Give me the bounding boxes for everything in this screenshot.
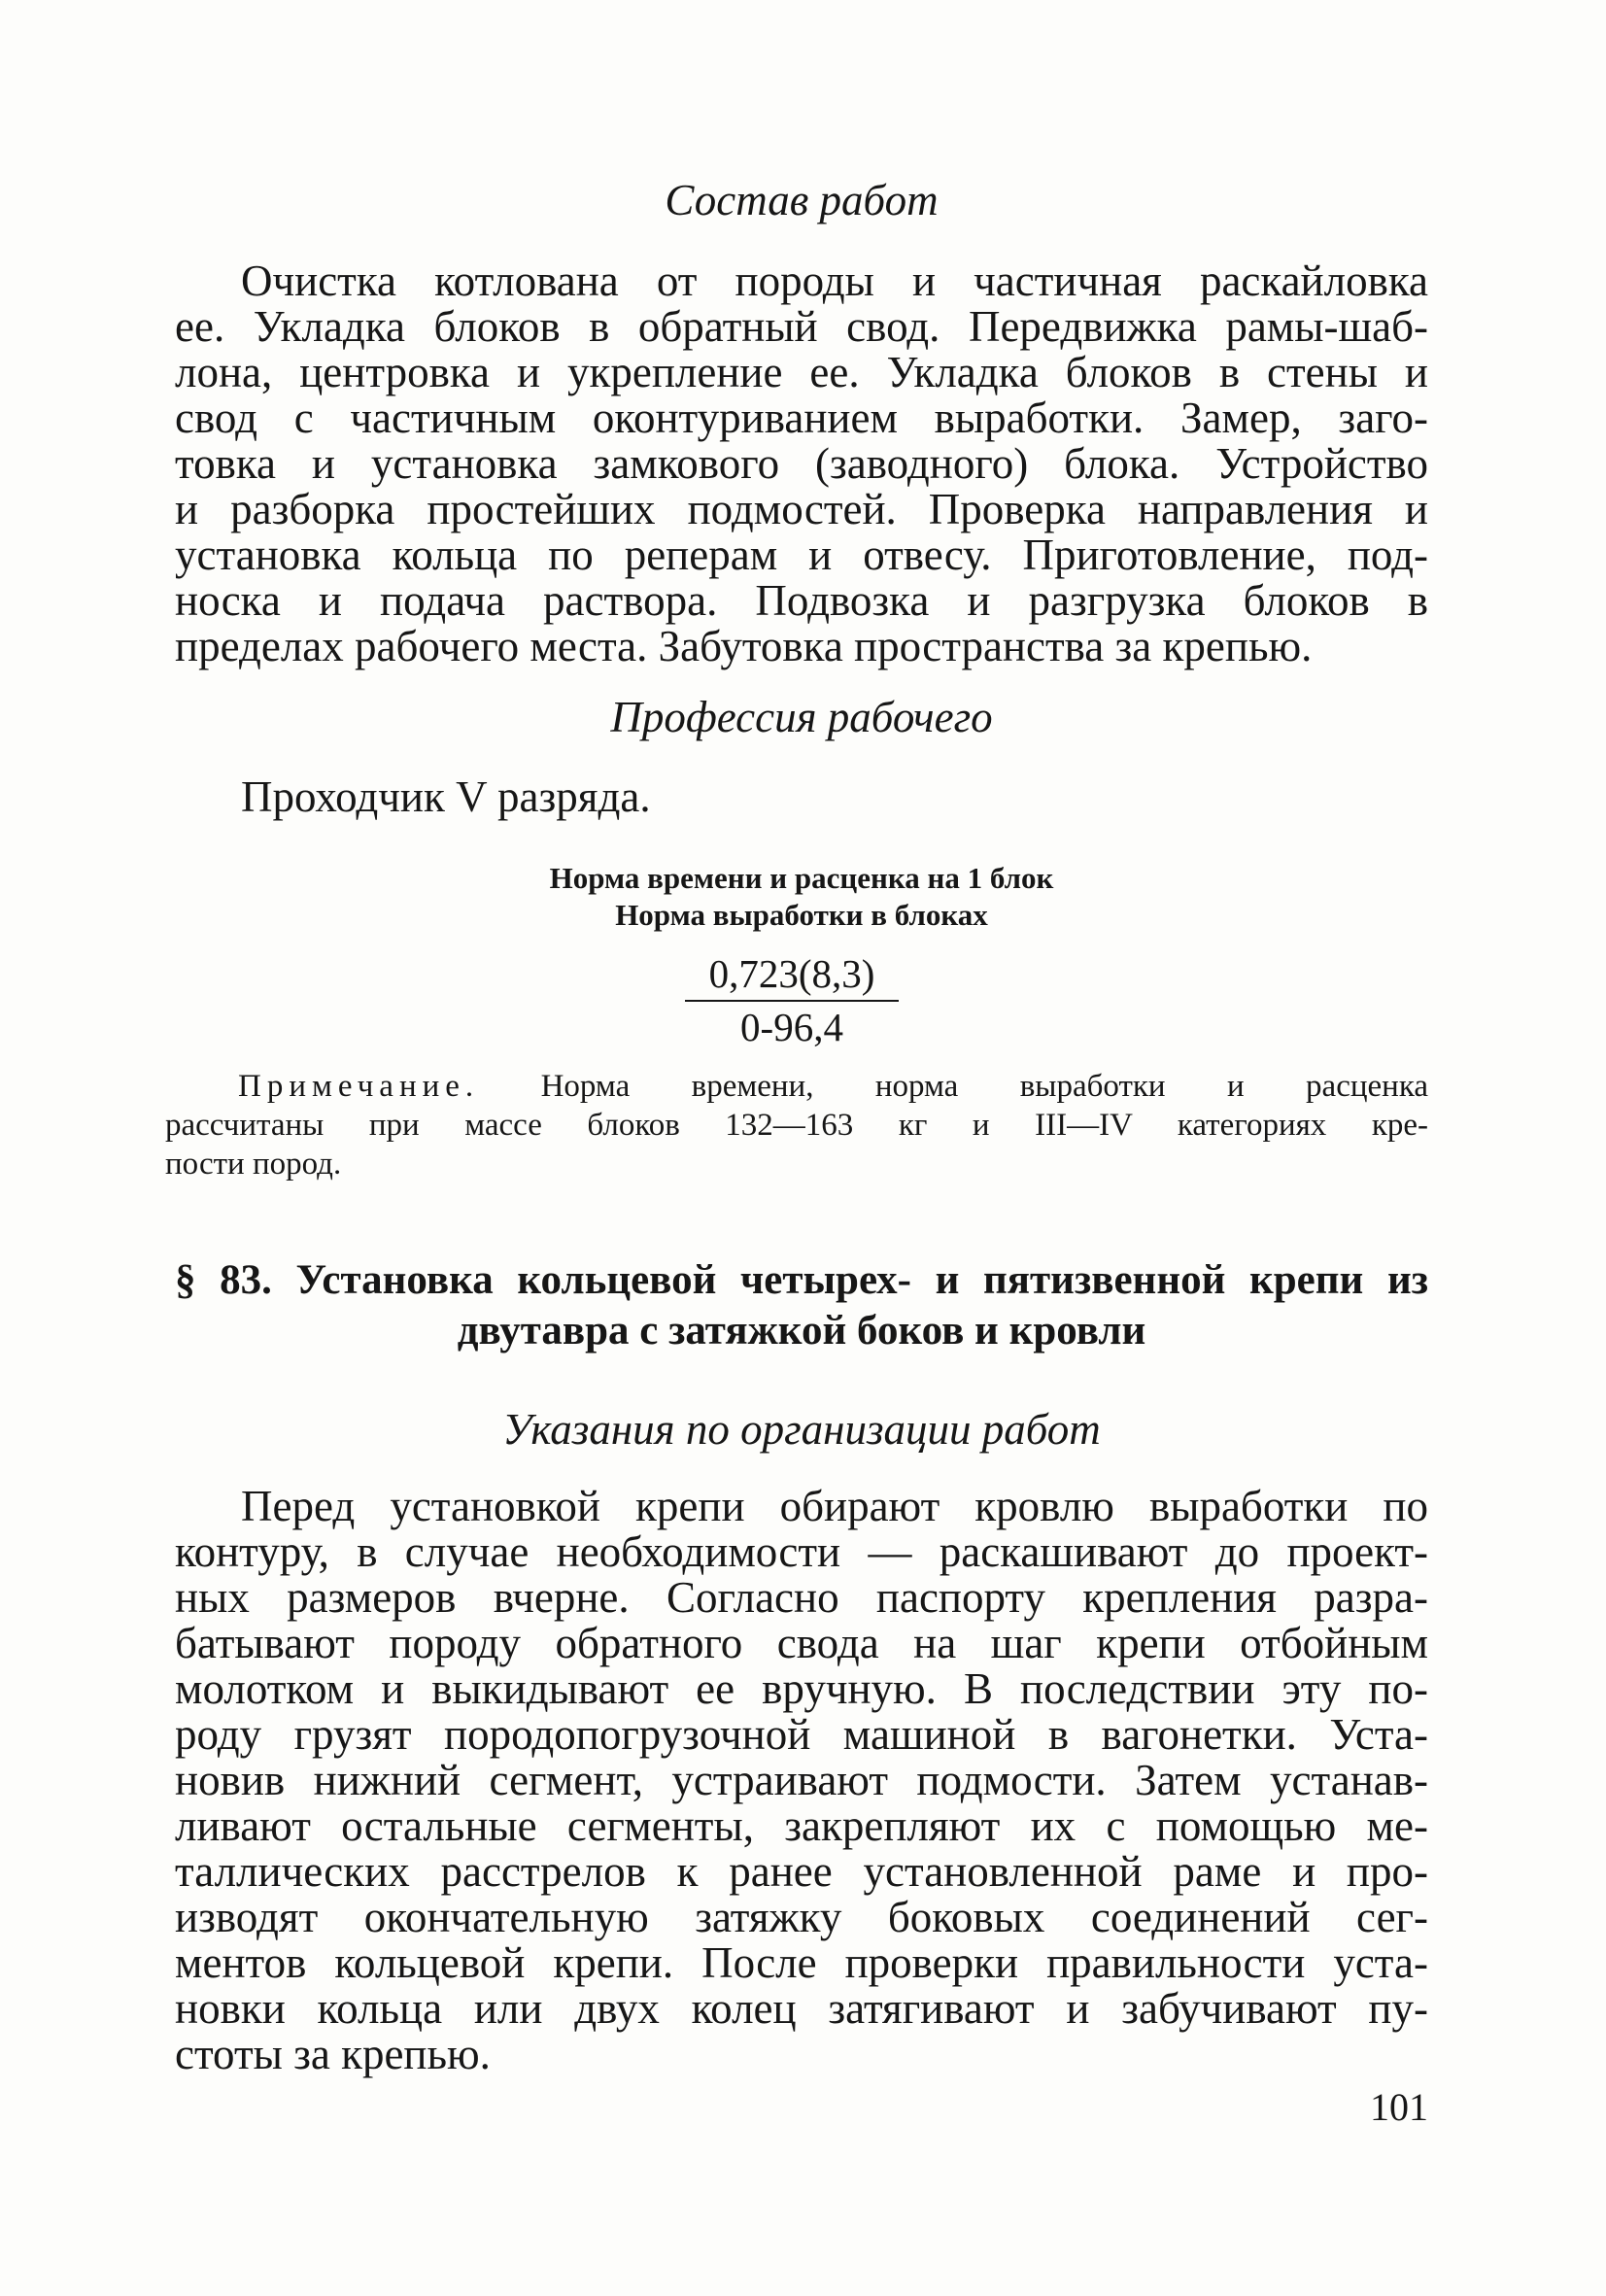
fraction-numerator: 0,723(8,3) — [708, 951, 875, 996]
paragraph-line: ливают остальные сегменты, закрепляют их с помощью ме- — [175, 1801, 1428, 1850]
section-title-line: двутавра с затяжкой боков и кровли — [457, 1308, 1146, 1354]
section-title-line: § 83. Установка кольцевой четырех- и пятизвенной крепи из — [175, 1257, 1428, 1303]
note-text: Норма времени, норма выработки и расценка — [540, 1069, 1428, 1104]
paragraph-line: лона, центровка и укрепление ее. Укладка блоков в стены и — [175, 348, 1428, 396]
paragraph-line: контуру, в случае необходимости — раскашивают до проект- — [175, 1527, 1428, 1576]
paragraph-line: установка кольца по реперам и отвесу. Приготовление, под- — [175, 531, 1428, 579]
paragraph-line: Перед установкой крепи обирают кровлю выработки по — [241, 1482, 1428, 1530]
paragraph-line: и разборка простейших подмостей. Проверка направления и — [175, 485, 1428, 533]
paragraph-line: носка и подача раствора. Подвозка и разгрузка блоков в — [175, 576, 1428, 625]
composition-paragraph — [175, 258, 1428, 669]
paragraph-line: изводят окончательную затяжку боковых соединений сег- — [175, 1893, 1428, 1941]
norm-caption-line: Норма времени и расценка на 1 блок — [549, 861, 1054, 895]
note-line: пости пород. — [165, 1147, 342, 1182]
paragraph-line: товка и установка замкового (заводного) блока. Устройство — [175, 439, 1428, 488]
note-label: Примечание. — [238, 1069, 480, 1104]
paragraph-line: стоты за крепью. — [175, 2030, 491, 2078]
note-line: рассчитаны при массе блоков 132—163 кг и III—IV категориях кре- — [165, 1108, 1428, 1143]
paragraph-line: Очистка котлована от породы и частичная раскайловка — [241, 257, 1428, 305]
composition-heading: Состав работ — [665, 176, 939, 224]
profession-heading: Профессия рабочего — [610, 693, 993, 741]
paragraph-line: пределах рабочего места. Забутовка пространства за крепью. — [175, 622, 1313, 670]
norm-caption — [175, 860, 1428, 934]
paragraph-line: ментов кольцевой крепи. После проверки правильности уста- — [175, 1938, 1428, 1987]
paragraph-line: ее. Укладка блоков в обратный свод. Передвижка рамы-шаб- — [175, 302, 1428, 351]
norm-fraction — [685, 950, 899, 1050]
paragraph-line: новив нижний сегмент, устраивают подмости. Затем устанав- — [175, 1756, 1428, 1804]
paragraph-line: ных размеров вчерне. Согласно паспорту крепления разра- — [175, 1573, 1428, 1622]
fraction-denominator: 0-96,4 — [740, 1005, 843, 1049]
paragraph-line: свод с частичным оконтуриванием выработки. Замер, заго- — [175, 394, 1428, 442]
fraction-bar — [685, 1000, 899, 1002]
paragraph-line: батывают породу обратного свода на шаг крепи отбойным — [175, 1619, 1428, 1667]
profession-paragraph — [175, 774, 1428, 820]
profession-text: Проходчик V разряда. — [241, 772, 651, 821]
paragraph-line: молотком и выкидывают ее вручную. В последствии эту по- — [175, 1664, 1428, 1713]
page-number: 101 — [1370, 2085, 1428, 2129]
paragraph-line: новки кольца или двух колец затягивают и забучивают пу- — [175, 1984, 1428, 2033]
section-title — [175, 1255, 1428, 1356]
note — [165, 1067, 1428, 1183]
paragraph-line: роду грузят породопогрузочной машиной в вагонетки. Уста- — [175, 1710, 1428, 1759]
norm-caption-line: Норма выработки в блоках — [615, 898, 988, 932]
organization-heading: Указания по организации работ — [502, 1405, 1101, 1454]
organization-paragraph — [175, 1484, 1428, 2077]
note-line — [165, 1067, 1428, 1106]
paragraph-line: таллических расстрелов к ранее установленной раме и про- — [175, 1847, 1428, 1896]
